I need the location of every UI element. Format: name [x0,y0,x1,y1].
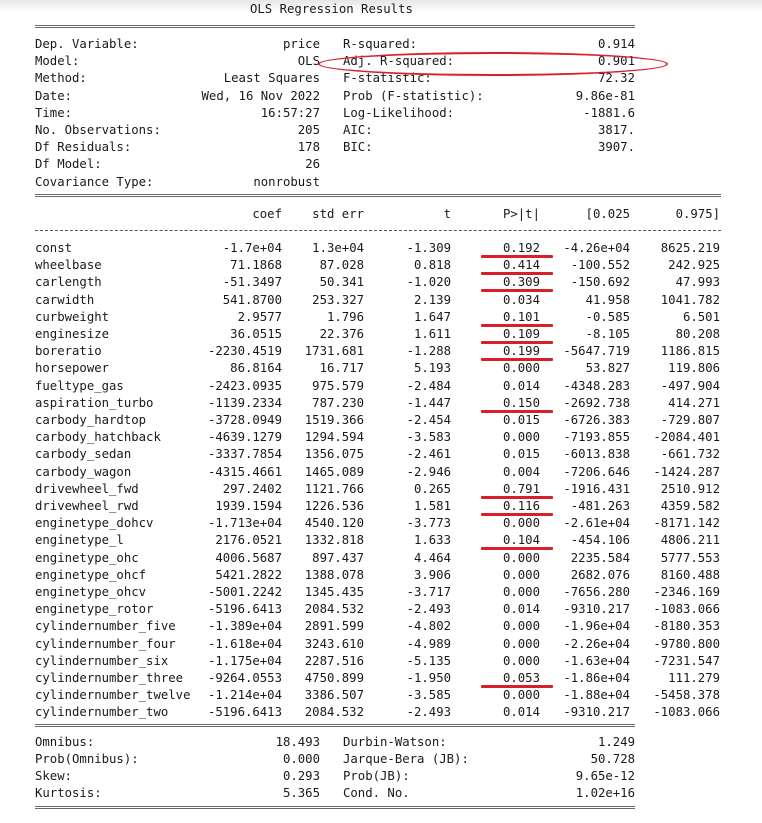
info-row [0,105,762,122]
stderr-value: 3386.507 [304,688,364,703]
table-row [0,378,762,395]
separator-double [35,724,635,727]
ci-upper: -9780.800 [653,636,720,651]
ci-upper: 4359.582 [660,499,720,513]
pvalue: 0.000 [502,361,540,376]
variable-name: cylindernumber_three [35,671,184,685]
ci-lower: -0.585 [585,309,630,324]
table-row [0,395,762,412]
pvalue: 0.000 [502,619,540,634]
ci-upper: 1041.782 [660,292,720,307]
pvalue: 0.000 [502,585,540,599]
stderr-value: 975.579 [312,378,364,393]
t-value: 4.464 [413,550,451,565]
t-value: -2.946 [406,464,451,479]
pvalue: 0.034 [502,292,540,307]
coef-value: -2423.0935 [207,378,282,393]
t-value: 1.633 [413,533,451,548]
pvalue: 0.014 [502,602,540,617]
pvalue: 0.791 [502,481,540,496]
stderr-value: 1.3e+04 [312,241,364,255]
ci-upper: 119.806 [668,361,720,376]
ci-lower: 2235.584 [570,550,630,565]
info-label: AIC: [343,123,373,137]
info-row [0,174,762,191]
t-value: -3.585 [406,688,451,703]
ci-lower: -100.552 [570,258,630,273]
info-value: 26 [305,157,320,172]
t-value: 5.193 [413,361,451,376]
ci-upper: -1083.066 [653,705,720,720]
ci-lower: -7656.280 [563,585,630,599]
coef-value: -4639.1279 [207,430,282,445]
coef-value: -4315.4661 [207,464,282,479]
t-value: -3.773 [406,516,451,531]
table-row [0,274,762,291]
coef-value: -2230.4519 [207,344,282,359]
info-value: 0.914 [597,37,635,51]
ci-upper: 8625.219 [660,241,720,255]
separator-double [35,25,635,28]
ci-upper: 1186.815 [660,344,720,359]
info-label: Dep. Variable: [35,37,139,51]
separator-dashed [35,230,721,231]
pvalue: 0.004 [502,464,540,479]
info-label: Method: [35,71,87,86]
t-value: -2.461 [406,447,451,462]
ci-lower: -454.106 [570,533,630,548]
table-row [0,481,762,498]
coef-value: -1.389e+04 [207,619,282,634]
table-row [0,670,762,687]
coef-value: 1939.1594 [215,499,282,513]
t-value: -3.583 [406,430,451,445]
variable-name: drivewheel_rwd [35,499,139,513]
diagnostic-row [0,751,762,768]
table-row [0,636,762,653]
stderr-value: 4750.899 [304,671,364,685]
info-value: 0.901 [597,54,635,69]
pvalue: 0.309 [502,275,540,290]
ci-upper: 6.501 [682,309,720,324]
diagnostic-label: Durbin-Watson: [343,734,447,749]
t-value: -5.135 [406,653,451,668]
t-value: -4.989 [406,636,451,651]
stderr-value: 1356.075 [304,447,364,462]
pvalue: 0.000 [502,550,540,565]
coef-value: -9264.0553 [207,671,282,685]
info-label: R-squared: [343,37,418,51]
ci-lower: -5647.719 [563,344,630,359]
diagnostic-value: 50.728 [590,751,635,766]
ci-upper: -2084.401 [653,430,720,445]
ci-upper: 111.279 [668,671,720,685]
info-value: 205 [297,123,320,137]
t-value: -2.493 [406,602,451,617]
adj-r-squared-circle-annotation [318,52,668,76]
coef-value: 297.2402 [222,481,282,496]
ci-upper: -661.732 [660,447,720,462]
coef-value: 71.1868 [230,258,282,273]
variable-name: carlength [35,275,102,290]
separator-double [35,806,635,809]
pvalue: 0.014 [502,378,540,393]
ci-lower: -2.26e+04 [563,636,630,651]
diagnostic-value: 9.65e-12 [575,769,635,783]
ci-lower: -4.26e+04 [563,241,630,255]
variable-name: enginetype_l [35,533,124,548]
table-row [0,343,762,360]
pvalue: 0.199 [502,344,540,359]
variable-name: enginetype_dohcv [35,516,154,531]
t-value: -2.493 [406,705,451,720]
ci-lower: -6726.383 [563,413,630,427]
diagnostic-value: 1.02e+16 [575,786,635,801]
table-row [0,360,762,377]
variable-name: enginetype_ohc [35,550,139,565]
stderr-value: 897.437 [312,550,364,565]
ci-upper: -729.807 [660,413,720,427]
diagnostic-row [0,768,762,785]
diagnostic-value: 0.000 [282,751,320,766]
stderr-value: 1332.818 [304,533,364,548]
stderr-value: 2084.532 [304,705,364,720]
stderr-value: 1.796 [326,309,364,324]
t-value: -1.447 [406,395,451,410]
info-label: Df Residuals: [35,140,132,155]
diagnostic-value: 0.293 [282,769,320,783]
table-row [0,309,762,326]
stderr-value: 2084.532 [304,602,364,617]
diagnostic-label: Cond. No. [343,786,410,801]
stderr-value: 50.341 [319,275,364,290]
variable-name: carbody_wagon [35,464,132,479]
ci-lower: -1.88e+04 [563,688,630,703]
info-row [0,139,762,156]
ci-lower: -481.263 [570,499,630,513]
table-row [0,601,762,618]
stderr-value: 3243.610 [304,636,364,651]
ci-lower: -2692.738 [563,395,630,410]
ci-upper: 242.925 [668,258,720,273]
t-value: -1.020 [406,275,451,290]
stderr-value: 22.376 [319,327,364,341]
coef-value: -5001.2242 [207,585,282,599]
diagnostic-label: Jarque-Bera (JB): [343,751,469,766]
variable-name: horsepower [35,361,110,376]
pvalue: 0.015 [502,447,540,462]
coef-value: 2.9577 [237,309,282,324]
stderr-value: 1121.766 [304,481,364,496]
info-value: OLS [297,54,320,69]
variable-name: enginesize [35,327,110,341]
info-row [0,122,762,139]
ci-lower: -8.105 [585,327,630,341]
ci-upper: 47.993 [675,275,720,290]
ci-lower: 41.958 [585,292,630,307]
stderr-value: 1465.089 [304,464,364,479]
stderr-value: 4540.120 [304,516,364,531]
info-value: 178 [297,140,320,155]
pvalue: 0.109 [502,327,540,341]
variable-name: cylindernumber_six [35,653,169,668]
variable-name: cylindernumber_twelve [35,688,191,703]
table-row [0,292,762,309]
t-value: 1.611 [413,327,451,341]
table-row [0,326,762,343]
pvalue: 0.000 [502,567,540,582]
variable-name: carbody_hatchback [35,430,161,445]
ci-upper: 80.208 [675,327,720,341]
coef-value: 541.8700 [222,292,282,307]
separator-double [35,194,721,197]
stderr-value: 2287.516 [304,653,364,668]
ci-lower: -7206.646 [563,464,630,479]
ci-lower: 2682.076 [570,567,630,582]
pvalue: 0.414 [502,258,540,273]
pvalue: 0.000 [502,516,540,531]
variable-name: fueltype_gas [35,378,124,393]
stderr-value: 1345.435 [304,585,364,599]
diagnostic-value: 18.493 [275,734,320,749]
info-value: 3817. [597,123,635,137]
ci-upper: 4806.211 [660,533,720,548]
pvalue: 0.015 [502,413,540,427]
stderr-value: 1519.366 [304,413,364,427]
table-row [0,653,762,670]
table-row [0,412,762,429]
variable-name: enginetype_ohcv [35,585,147,599]
diagnostic-label: Omnibus: [35,734,95,749]
info-value: Wed, 16 Nov 2022 [201,88,320,103]
t-value: 3.906 [413,567,451,582]
info-value: 3907. [597,140,635,155]
t-value: -1.288 [406,344,451,359]
t-value: 0.818 [413,258,451,273]
diagnostic-value: 5.365 [282,786,320,801]
info-label: Df Model: [35,157,102,172]
info-label: Log-Likelihood: [343,105,455,120]
variable-name: cylindernumber_five [35,619,176,634]
variable-name: carbody_hardtop [35,413,147,427]
info-value: Least Squares [223,71,320,86]
ci-upper: -5458.378 [653,688,720,703]
coef-value: -5196.6413 [207,602,282,617]
diagnostic-row [0,734,762,751]
pvalue: 0.104 [502,533,540,548]
table-row [0,550,762,567]
variable-name: enginetype_ohcf [35,567,147,582]
info-label: Time: [35,105,73,120]
pvalue: 0.053 [502,671,540,685]
stderr-value: 1226.536 [304,499,364,513]
ci-upper: -8180.353 [653,619,720,634]
diagnostic-row [0,785,762,802]
coef-value: 86.8164 [230,361,282,376]
table-row [0,498,762,515]
info-label: Prob (F-statistic): [343,88,484,103]
coef-table-header [0,206,762,223]
t-value: -3.717 [406,585,451,599]
variable-name: carwidth [35,292,95,307]
coef-value: -1.618e+04 [207,636,282,651]
stderr-value: 253.327 [312,292,364,307]
pvalue: 0.000 [502,653,540,668]
info-row [0,88,762,105]
diagnostic-label: Prob(JB): [343,769,410,783]
table-row [0,618,762,635]
variable-name: curbweight [35,309,110,324]
table-row [0,515,762,532]
variable-name: aspiration_turbo [35,395,154,410]
info-row [0,156,762,173]
column-header: P>|t| [502,207,540,221]
pvalue: 0.014 [502,705,540,720]
ci-upper: -1083.066 [653,602,720,617]
info-value: -1881.6 [583,105,635,120]
variable-name: carbody_sedan [35,447,132,462]
info-value: nonrobust [253,174,320,189]
table-row [0,704,762,721]
diagnostic-label: Skew: [35,769,73,783]
ci-lower: 53.827 [585,361,630,376]
t-value: 2.139 [413,292,451,307]
diagnostic-label: Prob(Omnibus): [35,751,139,766]
ci-lower: -150.692 [570,275,630,290]
ci-upper: 5777.553 [660,550,720,565]
pvalue: 0.000 [502,688,540,703]
info-label: F-statistic: [343,71,432,86]
info-value: price [282,37,320,51]
ci-lower: -6013.838 [563,447,630,462]
column-header: coef [252,207,282,221]
coef-value: 2176.0521 [215,533,282,548]
coef-value: -1.713e+04 [207,516,282,531]
coef-value: -1.7e+04 [222,241,282,255]
t-value: 1.647 [413,309,451,324]
ci-upper: 8160.488 [660,567,720,582]
t-value: -4.802 [406,619,451,634]
coef-value: -1.214e+04 [207,688,282,703]
table-row [0,584,762,601]
pvalue: 0.000 [502,636,540,651]
coef-value: -3728.0949 [207,413,282,427]
coef-value: 5421.2822 [215,567,282,582]
info-label: No. Observations: [35,123,161,137]
info-label: Covariance Type: [35,174,154,189]
t-value: 0.265 [413,481,451,496]
ci-lower: -1.96e+04 [563,619,630,634]
pvalue: 0.192 [502,241,540,255]
ci-upper: -7231.547 [653,653,720,668]
pvalue: 0.101 [502,309,540,324]
column-header: std err [312,207,364,221]
ci-lower: -9310.217 [563,705,630,720]
pvalue: 0.116 [502,499,540,513]
table-row [0,532,762,549]
info-value: 16:57:27 [260,105,320,120]
ci-upper: -1424.287 [653,464,720,479]
column-header: t [443,207,451,221]
table-row [0,687,762,704]
variable-name: const [35,241,73,255]
stderr-value: 1388.078 [304,567,364,582]
ci-lower: -1916.431 [563,481,630,496]
table-row [0,567,762,584]
variable-name: cylindernumber_two [35,705,169,720]
variable-name: enginetype_rotor [35,602,154,617]
variable-name: wheelbase [35,258,102,273]
info-value: 9.86e-81 [575,88,635,103]
coef-value: 4006.5687 [215,550,282,565]
pvalue: 0.150 [502,395,540,410]
info-label: BIC: [343,140,373,155]
variable-name: drivewheel_fwd [35,481,139,496]
info-value: 72.32 [597,71,635,86]
variable-name: boreratio [35,344,102,359]
t-value: -1.309 [406,241,451,255]
stderr-value: 787.230 [312,395,364,410]
table-row [0,429,762,446]
t-value: -2.484 [406,378,451,393]
ci-lower: -9310.217 [563,602,630,617]
column-header: [0.025 [585,207,630,221]
stderr-value: 1294.594 [304,430,364,445]
ci-lower: -2.61e+04 [563,516,630,531]
results-title: OLS Regression Results [250,2,413,16]
stderr-value: 16.717 [319,361,364,376]
ci-lower: -1.86e+04 [563,671,630,685]
ci-upper: -8171.142 [653,516,720,531]
ci-upper: -497.904 [660,378,720,393]
t-value: -2.454 [406,413,451,427]
ci-upper: 414.271 [668,395,720,410]
coef-value: -3337.7854 [207,447,282,462]
coef-value: 36.0515 [230,327,282,341]
ci-upper: -2346.169 [653,585,720,599]
stderr-value: 1731.681 [304,344,364,359]
ci-lower: -4348.283 [563,378,630,393]
stderr-value: 2891.599 [304,619,364,634]
ci-lower: -7193.855 [563,430,630,445]
diagnostic-label: Kurtosis: [35,786,102,801]
info-row [0,36,762,53]
pvalue: 0.000 [502,430,540,445]
ci-lower: -1.63e+04 [563,653,630,668]
coef-value: -1139.2334 [207,395,282,410]
coef-value: -5196.6413 [207,705,282,720]
t-value: -1.950 [406,671,451,685]
info-label: Model: [35,54,80,69]
stderr-value: 87.028 [319,258,364,273]
diagnostic-value: 1.249 [597,734,635,749]
info-label: Date: [35,88,73,103]
table-row [0,464,762,481]
coef-value: -1.175e+04 [207,653,282,668]
table-row [0,257,762,274]
ci-upper: 2510.912 [660,481,720,496]
table-row [0,240,762,257]
column-header: 0.975] [675,207,720,221]
t-value: 1.581 [413,499,451,513]
coef-value: -51.3497 [222,275,282,290]
variable-name: cylindernumber_four [35,636,176,651]
info-label: Adj. R-squared: [343,54,455,69]
table-row [0,446,762,463]
